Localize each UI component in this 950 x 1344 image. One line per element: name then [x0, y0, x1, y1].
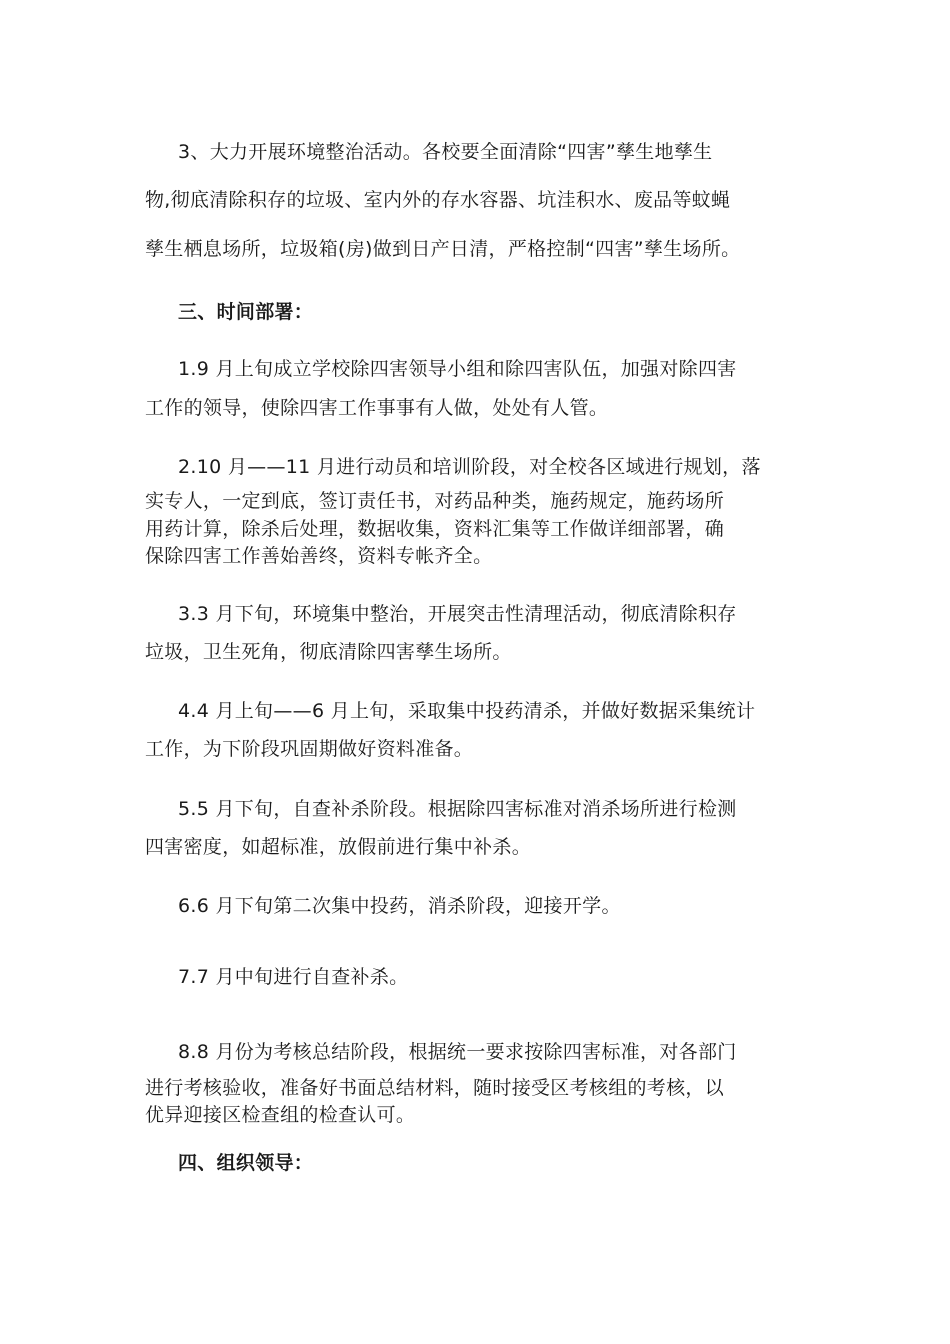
text-line: 6.6 月下旬第二次集中投药，消杀阶段，迎接开学。 [178, 895, 621, 917]
text-line: 7.7 月中旬进行自查补杀。 [178, 966, 409, 988]
text-line: 5.5 月下旬，自查补杀阶段。根据除四害标准对消杀场所进行检测 [178, 798, 737, 820]
text-line: 孳生栖息场所，垃圾箱(房)做到日产日清，严格控制“四害”孳生场所。 [145, 238, 741, 260]
text-line: 2.10 月——11 月进行动员和培训阶段，对全校各区域进行规划，落 [178, 456, 761, 478]
text-line: 用药计算，除杀后处理，数据收集，资料汇集等工作做详细部署，确 [145, 518, 725, 540]
text-line: 保除四害工作善始善终，资料专帐齐全。 [145, 545, 493, 567]
text-line: 3.3 月下旬，环境集中整治，开展突击性清理活动，彻底清除积存 [178, 603, 737, 625]
text-line: 4.4 月上旬——6 月上旬，采取集中投药清杀，并做好数据采集统计 [178, 700, 756, 722]
text-line: 工作，为下阶段巩固期做好资料准备。 [145, 738, 474, 760]
text-line: 垃圾，卫生死角，彻底清除四害孳生场所。 [145, 641, 512, 663]
text-line: 3、大力开展环境整治活动。各校要全面清除“四害”孳生地孳生 [178, 141, 713, 163]
text-line: 物,彻底清除积存的垃圾、室内外的存水容器、坑洼积水、废品等蚊蝇 [145, 189, 731, 211]
text-line: 1.9 月上旬成立学校除四害领导小组和除四害队伍，加强对除四害 [178, 358, 737, 380]
section-heading: 四、组织领导： [178, 1152, 314, 1174]
text-line: 优异迎接区检查组的检查认可。 [145, 1104, 416, 1126]
text-line: 进行考核验收，准备好书面总结材料，随时接受区考核组的考核，以 [145, 1077, 725, 1099]
text-line: 实专人，一定到底，签订责任书，对药品种类，施药规定，施药场所 [145, 490, 725, 512]
section-heading: 三、时间部署： [178, 301, 314, 323]
text-line: 8.8 月份为考核总结阶段，根据统一要求按除四害标准，对各部门 [178, 1041, 737, 1063]
text-line: 工作的领导，使除四害工作事事有人做，处处有人管。 [145, 397, 609, 419]
text-line: 四害密度，如超标准，放假前进行集中补杀。 [145, 836, 532, 858]
